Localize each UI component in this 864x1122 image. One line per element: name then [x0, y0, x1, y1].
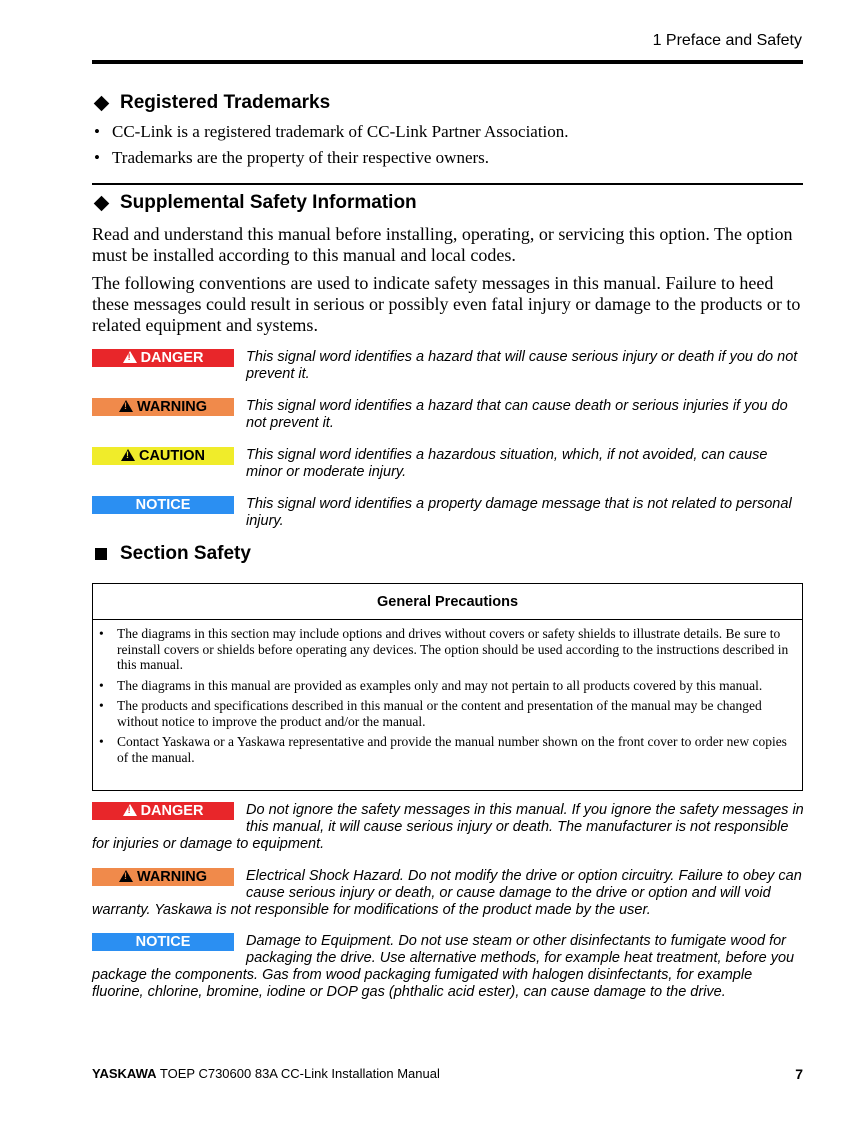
trademarks-list	[92, 119, 569, 171]
danger-definition	[92, 349, 804, 383]
list-item: • The diagrams in this section may include options and drives without covers or safety shields to illustrate details. Be sure to reinstall covers or shields before operating any devices. The option should be used according to the instructions described in this manual.	[93, 626, 794, 673]
supplemental-heading-text: Supplemental Safety Information	[120, 192, 417, 213]
footer-title	[92, 1066, 440, 1082]
list-item: • Contact Yaskawa or a Yaskawa representative and provide the manual number shown on the front cover to order new copies of the manual.	[93, 734, 794, 765]
warning-triangle-icon	[123, 804, 137, 816]
caution-definition	[92, 447, 804, 481]
footer-brand: YASKAWA	[92, 1066, 157, 1081]
precautions-list	[93, 620, 802, 765]
list-item: • Trademarks are the property of their respective owners.	[92, 145, 569, 171]
section-notice-message	[92, 933, 804, 1001]
square-bullet-icon	[95, 548, 107, 560]
section-safety-heading	[92, 543, 251, 565]
section-warning-message	[92, 868, 804, 919]
notice-label: NOTICE	[135, 934, 191, 950]
notice-badge	[92, 933, 234, 951]
section-safety-heading-text: Section Safety	[120, 543, 251, 564]
warning-badge	[92, 398, 234, 416]
trademarks-heading-text: Registered Trademarks	[120, 92, 331, 113]
warning-triangle-icon	[119, 400, 133, 412]
supplemental-paragraph-2: The following conventions are used to indicate safety messages in this manual. Failure to heed these messages could result in serious or possibly even fatal injury or damage to the products or to related equipment and systems.	[92, 273, 801, 335]
list-item: • The products and specifications described in this manual or the content and presentation of the manual may be changed without notice to improve the product and/or the manual.	[93, 698, 794, 729]
danger-label: DANGER	[140, 350, 204, 366]
caution-label: CAUTION	[138, 448, 206, 464]
list-item: • CC-Link is a registered trademark of CC-Link Partner Association.	[92, 119, 569, 145]
list-item: • The diagrams in this manual are provided as examples only and may not pertain to all products covered by this manual.	[93, 678, 794, 694]
caution-badge	[92, 447, 234, 465]
trademarks-heading	[92, 92, 330, 114]
warning-triangle-icon	[119, 870, 133, 882]
warning-definition	[92, 398, 804, 432]
footer-manual-title: TOEP C730600 83A CC-Link Installation Manual	[156, 1066, 440, 1081]
notice-label: NOTICE	[135, 497, 191, 513]
general-precautions-title: General Precautions	[93, 584, 802, 620]
header-rule	[92, 60, 803, 64]
warning-text: Electrical Shock Hazard. Do not modify the drive or option circuitry. Failure to obey can cause serious injury or death, or cause damage to the drive or option and will void warranty. Yaskawa is not responsible for modifications of the product made by the user.	[92, 868, 802, 918]
notice-badge	[92, 496, 234, 514]
diamond-bullet-icon	[94, 95, 110, 111]
warning-label: WARNING	[136, 869, 208, 885]
danger-badge	[92, 802, 234, 820]
notice-text: This signal word identifies a property damage message that is not related to personal injury.	[246, 496, 792, 529]
warning-text: This signal word identifies a hazard that can cause death or serious injuries if you do not prevent it.	[246, 398, 788, 431]
danger-label: DANGER	[140, 803, 204, 819]
supplemental-heading	[92, 192, 417, 214]
warning-triangle-icon	[123, 351, 137, 363]
warning-triangle-icon	[121, 449, 135, 461]
warning-badge	[92, 868, 234, 886]
warning-label: WARNING	[136, 399, 208, 415]
supplemental-paragraph-1: Read and understand this manual before installing, operating, or servicing this option. The option must be installed according to this manual and local codes.	[92, 224, 793, 265]
diamond-bullet-icon	[94, 195, 110, 211]
section-rule	[92, 183, 803, 185]
chapter-header: 1 Preface and Safety	[652, 32, 802, 49]
danger-text: Do not ignore the safety messages in this manual. If you ignore the safety messages in this manual, it will cause serious injury or death. The manufacturer is not responsible for injuries or damage to equipment.	[92, 802, 804, 852]
caution-text: This signal word identifies a hazardous situation, which, if not avoided, can cause minor or moderate injury.	[246, 447, 768, 480]
danger-badge	[92, 349, 234, 367]
notice-text: Damage to Equipment. Do not use steam or other disinfectants to fumigate wood for packaging the drive. Use alternative methods, for example heat treatment, before you package the components. Gas from wood packaging fumigated with halogen disinfectants, for example fluorine, chlorine, bromine, iodine or DOP gas (phthalic acid ester), can cause damage to the drive.	[92, 933, 795, 1000]
notice-definition	[92, 496, 804, 530]
danger-text: This signal word identifies a hazard that will cause serious injury or death if you do not prevent it.	[246, 349, 798, 382]
general-precautions-box	[92, 583, 803, 791]
page-number: 7	[795, 1066, 803, 1082]
section-danger-message	[92, 802, 804, 853]
page-footer	[92, 1066, 803, 1082]
